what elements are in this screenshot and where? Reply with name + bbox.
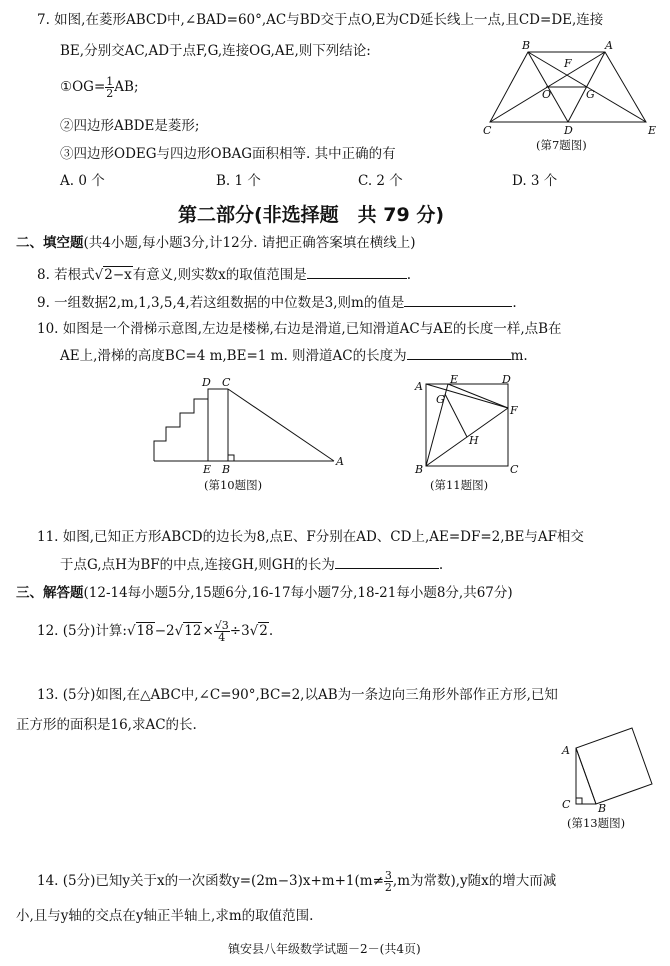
q13-fig-caption: (第13题图) (567, 816, 626, 830)
q10-answer-blank[interactable] (407, 347, 511, 360)
q11-line2 (60, 556, 443, 574)
q10-unit: m. (510, 348, 528, 364)
q11-label-d: D (502, 373, 511, 386)
q11-line1: 11. 如图,已知正方形ABCD的边长为8,点E、F分别在AD、CD上,AE=DF=2,BE与AF相交 (37, 529, 584, 545)
q7-option-a: A. 0 个 (60, 173, 105, 189)
q11-fig-caption: (第11题图) (430, 478, 489, 492)
q14-line2: 小,且与y轴的交点在y轴正半轴上,求m的取值范围. (16, 908, 314, 924)
sec3-header (16, 584, 513, 602)
q8: 8. 若根式√2−x有意义,则实数x的取值范围是 . (37, 267, 411, 283)
q13-label-a: A (562, 744, 570, 757)
q7-fig-caption: (第7题图) (536, 138, 587, 152)
q11-label-a: A (415, 380, 423, 393)
q12-radicand-3: 2 (259, 623, 268, 639)
q10-fig-caption: (第10题图) (204, 478, 263, 492)
q9-answer-blank[interactable] (404, 294, 512, 307)
q13-line1: 13. (5分)如图,在△ABC中,∠C=90°,BC=2,以AB为一条边向三角形外部作正方形,已知 (37, 687, 558, 703)
q8-answer-blank[interactable] (307, 266, 407, 279)
q7-figure (480, 38, 665, 138)
q10-figure (148, 375, 348, 475)
q7-c1-post: AB; (114, 79, 139, 95)
page-footer: 镇安县八年级数学试题－2－(共4页) (228, 942, 421, 956)
q7-label-e: E (648, 124, 657, 137)
q10-label-e: E (203, 463, 212, 475)
q7-label-a: A (605, 39, 613, 52)
q14-line1-post: ,m为常数),y随x的增大而减 (392, 873, 557, 889)
q8-end: . (406, 267, 411, 283)
q10-label-d: D (202, 376, 211, 389)
sec3-desc: (12-14每小题5分,15题6分,16-17每小题7分,18-21每小题8分,共67分) (83, 585, 513, 601)
q12-pre: 12. (5分)计算: (37, 623, 127, 639)
q7-option-c: C. 2 个 (358, 173, 403, 189)
q10-label-b: B (222, 463, 231, 475)
q8-radicand: 2−x (104, 267, 132, 283)
q12: 12. (5分)计算:√18−2√12× $\frac{√3}{4}$ ÷3√2. (37, 619, 274, 644)
q12-radicand-1: 18 (136, 623, 154, 639)
q10-line2-text: AE上,滑梯的高度BC=4 m,BE=1 m. 则滑道AC的长度为 (60, 348, 407, 364)
q14-line1 (37, 870, 556, 893)
q8-pre: 8. 若根式 (37, 267, 95, 283)
q12-end: . (268, 623, 274, 639)
q10-line2 (60, 347, 528, 365)
q11-label-e: E (450, 373, 459, 386)
q10-label-c: C (222, 376, 231, 389)
q12-frac: $\frac{√3}{4}$ (214, 619, 229, 644)
q11-answer-blank[interactable] (335, 556, 439, 569)
part2-title: 第二部分(非选择题 共 79 分) (178, 204, 445, 226)
q11-figure (412, 372, 522, 476)
sec2-title: 二、填空题 (16, 235, 84, 251)
q7-line2: BE,分别交AC,AD于点F,G,连接OG,AE,则下列结论: (60, 43, 371, 59)
q7-option-b: B. 1 个 (216, 173, 261, 189)
sec2-header (16, 234, 416, 252)
q7-label-g: G (586, 88, 595, 101)
q7-option-d: D. 3 个 (512, 173, 558, 189)
q7-line1: 7. 如图,在菱形ABCD中,∠BAD=60°,AC与BD交于点O,E为CD延长线上一点,且CD=DE,连接 (37, 12, 604, 28)
q7-label-b: B (522, 39, 531, 52)
q14-line1-pre: 14. (5分)已知y关于x的一次函数y=(2m−3)x+m+1(m≠ (37, 873, 384, 889)
q12-mid: −2 (154, 623, 175, 639)
q12-radicand-2: 12 (184, 623, 202, 639)
q9 (37, 294, 517, 312)
q7-label-d: D (564, 124, 573, 137)
q13-label-b: B (598, 802, 607, 814)
q11-label-f: F (510, 404, 518, 417)
q13-figure (556, 718, 660, 814)
sec2-desc: (共4小题,每小题3分,计12分. 请把正确答案填在横线上) (83, 235, 416, 251)
q7-label-o: O (542, 88, 552, 101)
q7-conclusion-1 (60, 76, 139, 99)
q8-post: 有意义,则实数x的取值范围是 (132, 267, 307, 283)
q14-frac: $\frac{3}{2}$ (384, 869, 392, 894)
q11-line2-text: 于点G,点H为BF的中点,连接GH,则GH的长为 (60, 557, 335, 573)
q11-label-h: H (469, 434, 479, 447)
q11-label-g: G (436, 393, 445, 406)
q11-label-c: C (510, 463, 519, 476)
q13-line2: 正方形的面积是16,求AC的长. (16, 717, 197, 733)
q11-label-b: B (415, 463, 424, 476)
q7-c1-frac: $\frac{1}{2}$ (106, 75, 114, 100)
q9-end: . (512, 295, 517, 311)
q7-label-c: C (483, 124, 492, 137)
q9-text: 9. 一组数据2,m,1,3,5,4,若这组数据的中位数是3,则m的值是 (37, 295, 405, 311)
q12-times: × (202, 623, 214, 639)
q10-line1: 10. 如图是一个滑梯示意图,左边是楼梯,右边是滑道,已知滑道AC与AE的长度一样,点B在 (37, 321, 562, 337)
q10-label-a: A (336, 455, 344, 468)
q7-label-f: F (564, 57, 572, 70)
sec3-title: 三、解答题 (16, 585, 84, 601)
q13-label-c: C (562, 798, 571, 811)
q12-div: ÷3 (229, 623, 250, 639)
q11-end: . (438, 557, 444, 573)
q7-conclusion-2: ②四边形ABDE是菱形; (60, 118, 200, 134)
q7-c1-pre: ①OG= (60, 79, 106, 95)
q7-conclusion-3: ③四边形ODEG与四边形OBAG面积相等. 其中正确的有 (60, 146, 396, 162)
